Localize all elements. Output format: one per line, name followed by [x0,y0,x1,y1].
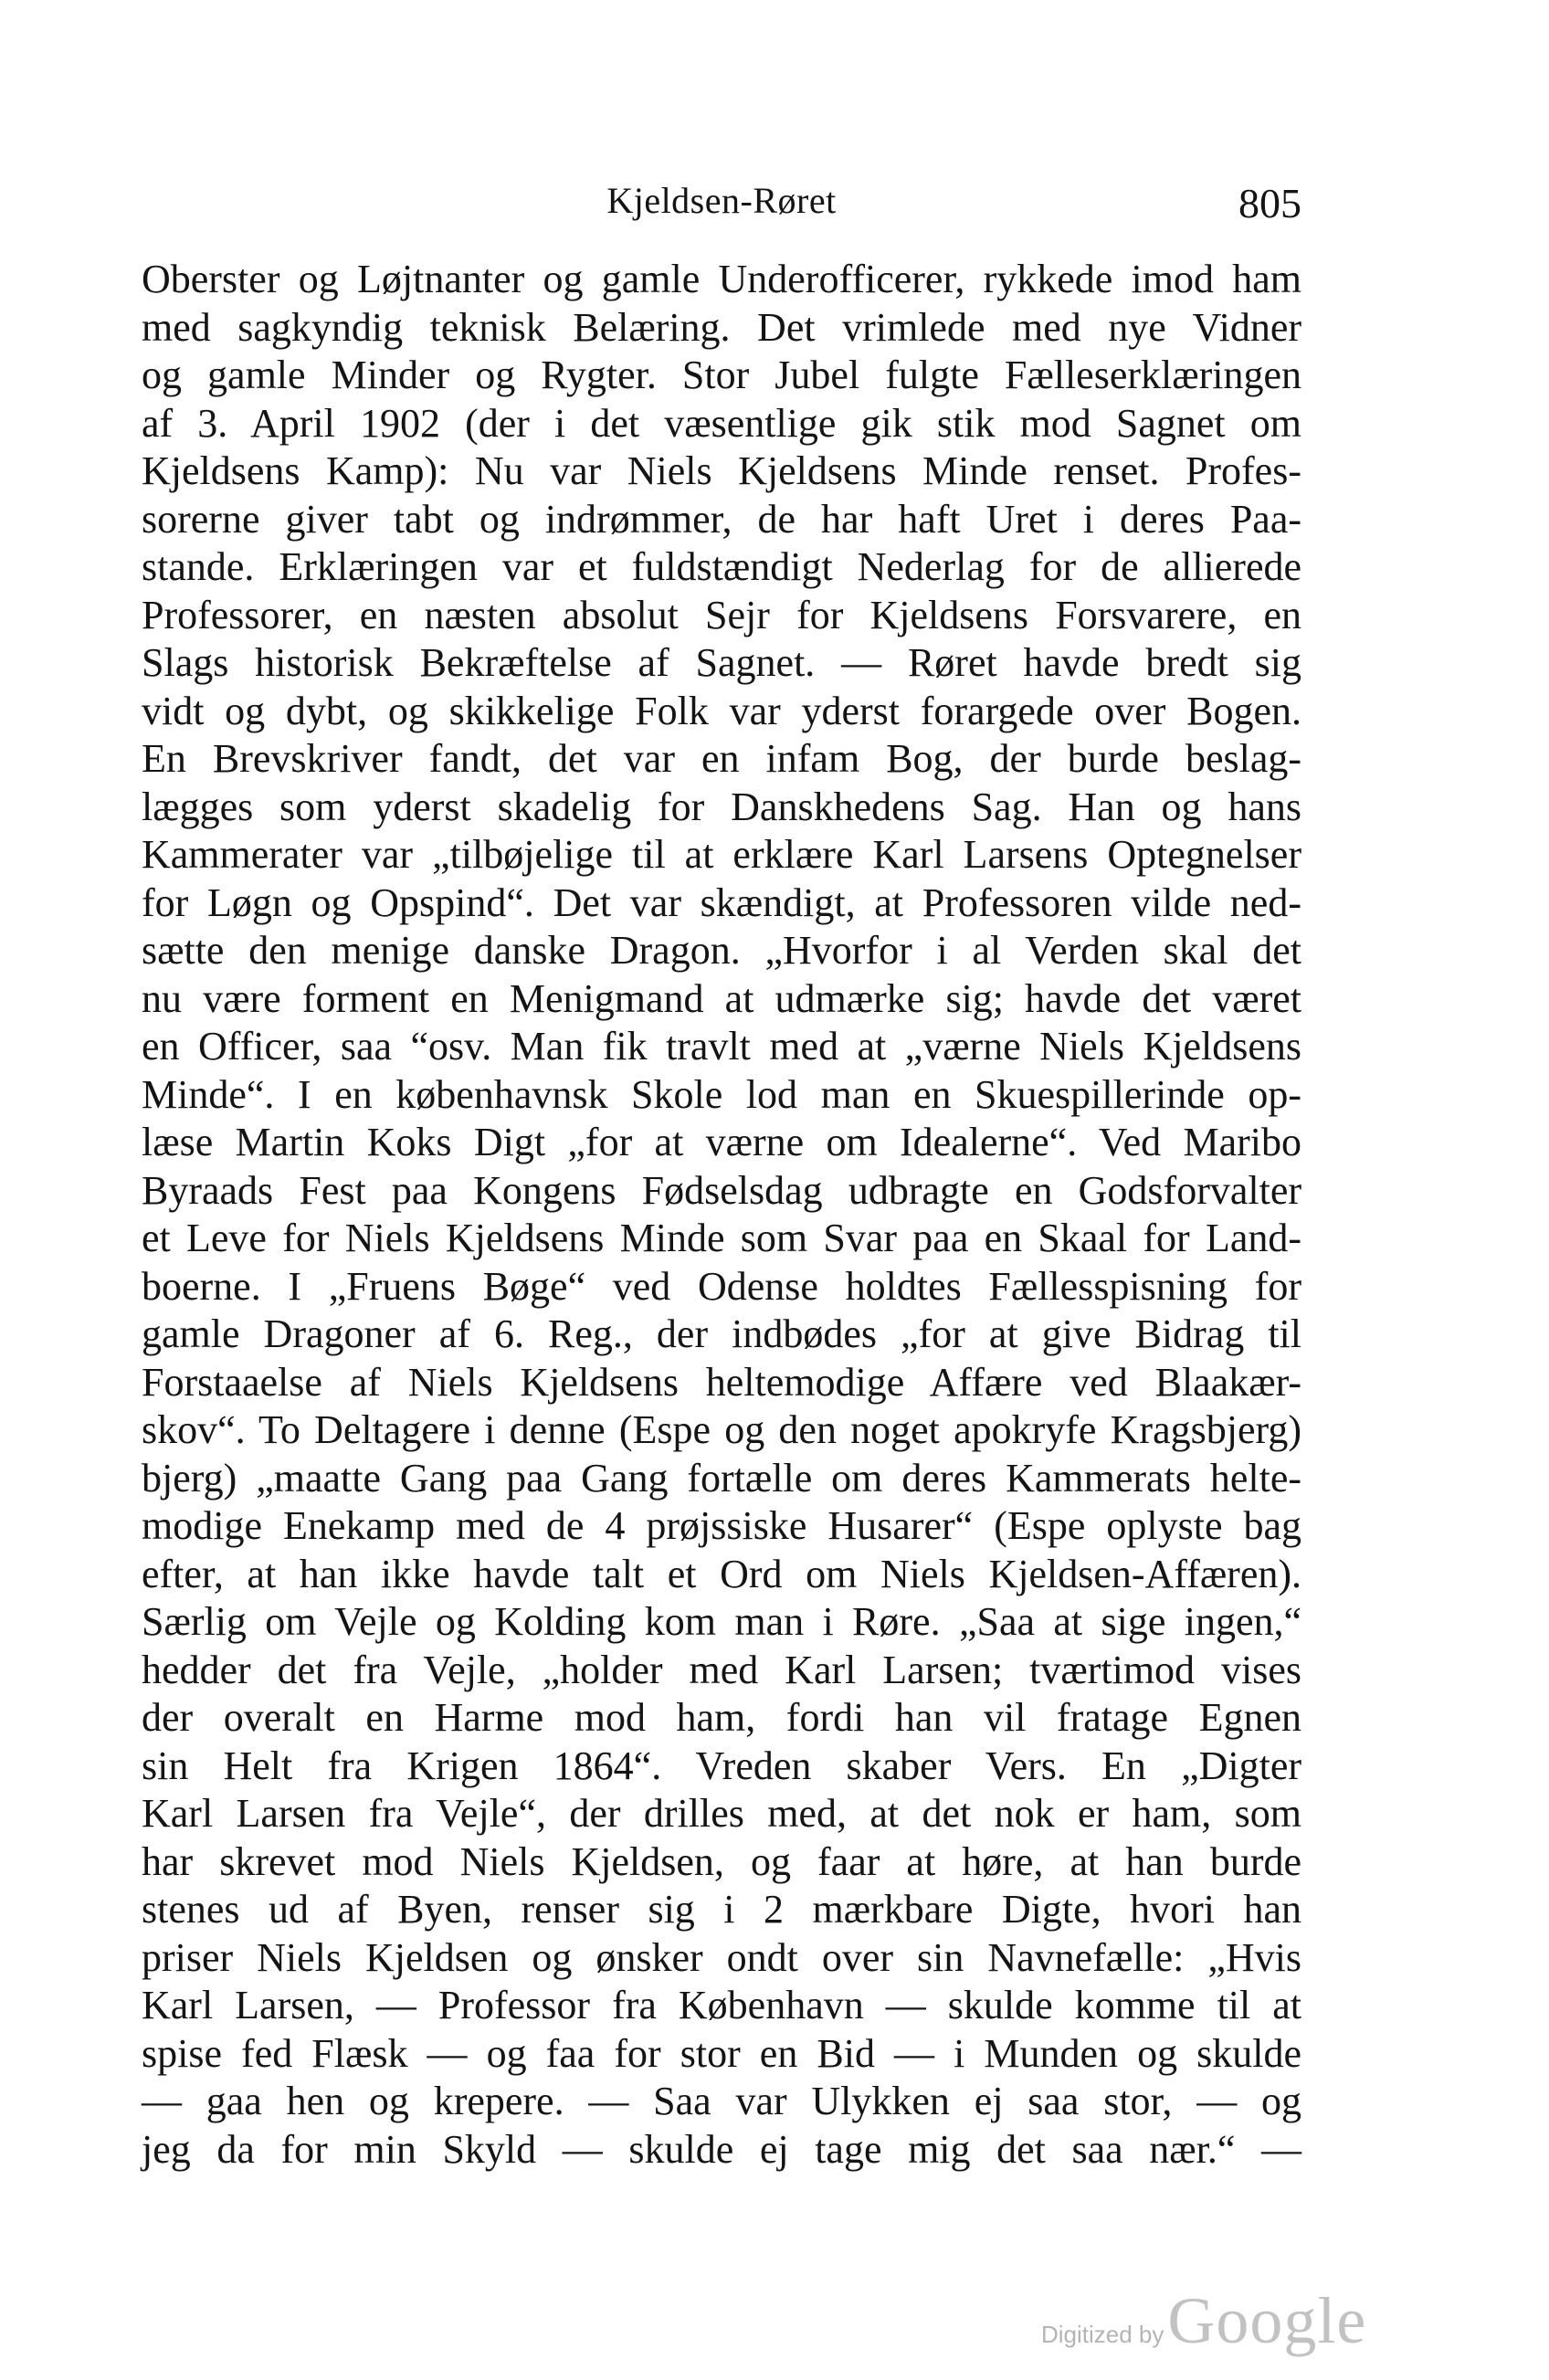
text-line: — gaa hen og krepere. — Saa var Ulykken ej saa stor, — og [142,2079,1301,2123]
text-line: lægges som yderst skadelig for Danskhedens Sag. Han og hans [142,784,1301,829]
text-line: sin Helt fra Krigen 1864“. Vreden skaber Vers. En „Digter [142,1743,1301,1788]
page-header [142,179,1301,234]
text-line: læse Martin Koks Digt „for at værne om Idealerne“. Ved Maribo [142,1120,1301,1164]
text-line: jeg da for min Skyld — skulde ej tage mig det saa nær.“ — [142,2126,1301,2172]
text-line: et Leve for Niels Kjeldsens Minde som Svar paa en Skaal for Land- [142,1216,1301,1260]
body-text [142,256,1301,2174]
text-line: nu være forment en Menigmand at udmærke sig; havde det været [142,975,1301,1021]
text-line: En Brevskriver fandt, det var en infam Bog, der burde beslag- [142,736,1301,781]
text-line: Slags historisk Bekræftelse af Sagnet. — Røret havde bredt sig [142,640,1301,685]
text-line: og gamle Minder og Rygter. Stor Jubel fulgte Fælleserklæringen [142,353,1301,397]
text-line: Karl Larsen fra Vejle“, der drilles med, at det nok er ham, som [142,1791,1301,1836]
text-line: Oberster og Løjtnanter og gamle Underofficerer, rykkede imod ham [142,257,1301,301]
text-line: Forstaaelse af Niels Kjeldsens heltemodige Affære ved Blaakær- [142,1359,1301,1405]
text-line: modige Enekamp med de 4 prøjssiske Husarer“ (Espe oplyste bag [142,1503,1301,1548]
text-line: sorerne giver tabt og indrømmer, de har haft Uret i deres Paa- [142,496,1301,542]
text-line: stenes ud af Byen, renser sig i 2 mærkbare Digte, hvori han [142,1887,1301,1932]
text-line: boerne. I „Fruens Bøge“ ved Odense holdtes Fællesspisning for [142,1263,1301,1309]
text-line: Kammerater var „tilbøjelige til at erklære Karl Larsens Optegnelser [142,832,1301,877]
text-line: Byraads Fest paa Kongens Fødselsdag udbragte en Godsforvalter [142,1167,1301,1213]
text-line: har skrevet mod Niels Kjeldsen, og faar at høre, at han burde [142,1838,1301,1884]
text-line: vidt og dybt, og skikkelige Folk var yderst forargede over Bogen. [142,688,1301,733]
text-line: hedder det fra Vejle, „holder med Karl Larsen; tværtimod vises [142,1647,1301,1692]
running-title: Kjeldsen-Røret [606,180,837,221]
text-line: for Løgn og Opspind“. Det var skændigt, at Professoren vilde ned- [142,879,1301,925]
google-logo: Google [1167,2284,1367,2357]
text-line: Karl Larsen, — Professor fra København — skulde komme til at [142,1983,1301,2027]
text-line: en Officer, saa “osv. Man fik travlt med at „værne Niels Kjeldsens [142,1024,1301,1069]
text-line: stande. Erklæringen var et fuldstændigt Nederlag for de allierede [142,544,1301,589]
text-line: spise fed Flæsk — og faa for stor en Bid — i Munden og skulde [142,2030,1301,2076]
text-line: med sagkyndig teknisk Belæring. Det vrimlede med nye Vidner [142,304,1301,350]
page-number: 805 [1238,180,1301,226]
text-line: Særlig om Vejle og Kolding kom man i Røre. „Saa at sige ingen,“ [142,1599,1301,1644]
text-line: Professorer, en næsten absolut Sejr for Kjeldsens Forsvarere, en [142,592,1301,637]
text-line: af 3. April 1902 (der i det væsentlige gik stik mod Sagnet om [142,400,1301,446]
text-line: bjerg) „maatte Gang paa Gang fortælle om deres Kammerats helte- [142,1455,1301,1501]
text-line: priser Niels Kjeldsen og ønsker ondt over sin Navnefælle: „Hvis [142,1934,1301,1980]
text-line: Kjeldsens Kamp): Nu var Niels Kjeldsens Minde renset. Profes- [142,448,1301,493]
text-line: der overalt en Harme mod ham, fordi han vil fratage Egnen [142,1695,1301,1740]
text-line: Minde“. I en københavnsk Skole lod man en Skuespillerinde op- [142,1071,1301,1117]
text-line: efter, at han ikke havde talt et Ord om Niels Kjeldsen-Affæren). [142,1551,1301,1596]
watermark-prefix: Digitized by [1041,2321,1164,2348]
text-line: sætte den menige danske Dragon. „Hvorfor i al Verden skal det [142,928,1301,973]
digitized-by-watermark [1041,2283,1366,2359]
text-line: gamle Dragoner af 6. Reg., der indbødes „for at give Bidrag til [142,1311,1301,1356]
text-line: skov“. To Deltagere i denne (Espe og den noget apokryfe Kragsbjerg) [142,1407,1301,1452]
